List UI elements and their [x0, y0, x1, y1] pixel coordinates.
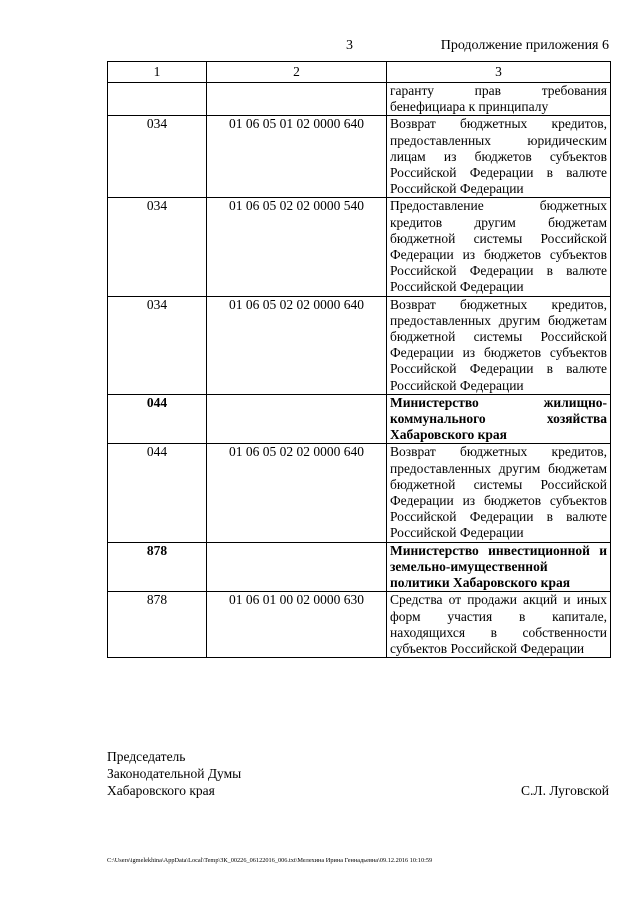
signature-title-line-2: Законодательной Думы	[107, 766, 242, 781]
admin-code-cell: 034	[108, 198, 207, 296]
budget-code-cell: 01 06 01 00 02 0000 630	[207, 592, 387, 658]
column-header-1: 1	[108, 62, 207, 83]
table-row	[108, 592, 611, 658]
column-header-2: 2	[207, 62, 387, 83]
signature-title-line-3: Хабаровского края	[107, 783, 215, 798]
admin-code-cell: 044	[108, 394, 207, 444]
description-cell: Предоставление бюджетных кредитов другим бюджетам бюджетной системы Российской Федерации из бюджетов субъектов Российской Федерации в валюте Российской Федерации	[387, 198, 611, 296]
admin-code-cell: 878	[108, 542, 207, 592]
admin-code-cell: 034	[108, 116, 207, 198]
admin-code-cell: 044	[108, 444, 207, 542]
description-cell: Возврат бюджетных кредитов, предоставленных юридическим лицам из бюджетов субъектов Российской Федерации в валюте Российской Федерации	[387, 116, 611, 198]
page-number: 3	[346, 38, 353, 53]
admin-code-cell	[108, 83, 207, 116]
table-header-row	[108, 62, 611, 83]
budget-code-cell: 01 06 05 01 02 0000 640	[207, 116, 387, 198]
description-cell: Возврат бюджетных кредитов, предоставленных другим бюджетам бюджетной системы Российской Федерации из бюджетов субъектов Российской Федерации в валюте Российской Федерации	[387, 296, 611, 394]
table-row-ministry	[108, 394, 611, 444]
description-cell: гаранту прав требования бенефициара к принципалу	[387, 83, 611, 116]
column-header-3: 3	[387, 62, 611, 83]
table-row-ministry	[108, 542, 611, 592]
sources-table	[107, 61, 611, 658]
budget-code-cell: 01 06 05 02 02 0000 540	[207, 198, 387, 296]
table-row	[108, 116, 611, 198]
budget-code-cell	[207, 394, 387, 444]
signer-name: С.Л. Луговской	[521, 783, 609, 798]
budget-code-cell: 01 06 05 02 02 0000 640	[207, 444, 387, 542]
table-row	[108, 83, 611, 116]
ministry-name-cell: Министерство инвестиционной и земельно-имущественной политики Хабаровского края	[387, 542, 611, 592]
table-row	[108, 296, 611, 394]
signature-title-line-1: Председатель	[107, 749, 186, 764]
description-cell: Средства от продажи акций и иных форм участия в капитале, находящихся в собственности субъектов Российской Федерации	[387, 592, 611, 658]
ministry-name-cell: Министерство жилищно-коммунального хозяйства Хабаровского края	[387, 394, 611, 444]
admin-code-cell: 878	[108, 592, 207, 658]
signature-block	[107, 748, 241, 799]
budget-code-cell	[207, 83, 387, 116]
admin-code-cell: 034	[108, 296, 207, 394]
budget-code-cell	[207, 542, 387, 592]
table-row	[108, 444, 611, 542]
continuation-label: Продолжение приложения 6	[440, 38, 609, 53]
description-cell: Возврат бюджетных кредитов, предоставленных другим бюджетам бюджетной системы Российской Федерации из бюджетов субъектов Российской Федерации в валюте Российской Федерации	[387, 444, 611, 542]
table-row	[108, 198, 611, 296]
budget-code-cell: 01 06 05 02 02 0000 640	[207, 296, 387, 394]
footer-file-path: C:\Users\igmelekhina\AppData\Local\Temp\ЗК_00226_06122016_006.txt\Мелехина Ирина Геннадьевна\09.12.2016 10:10:59	[107, 857, 433, 864]
